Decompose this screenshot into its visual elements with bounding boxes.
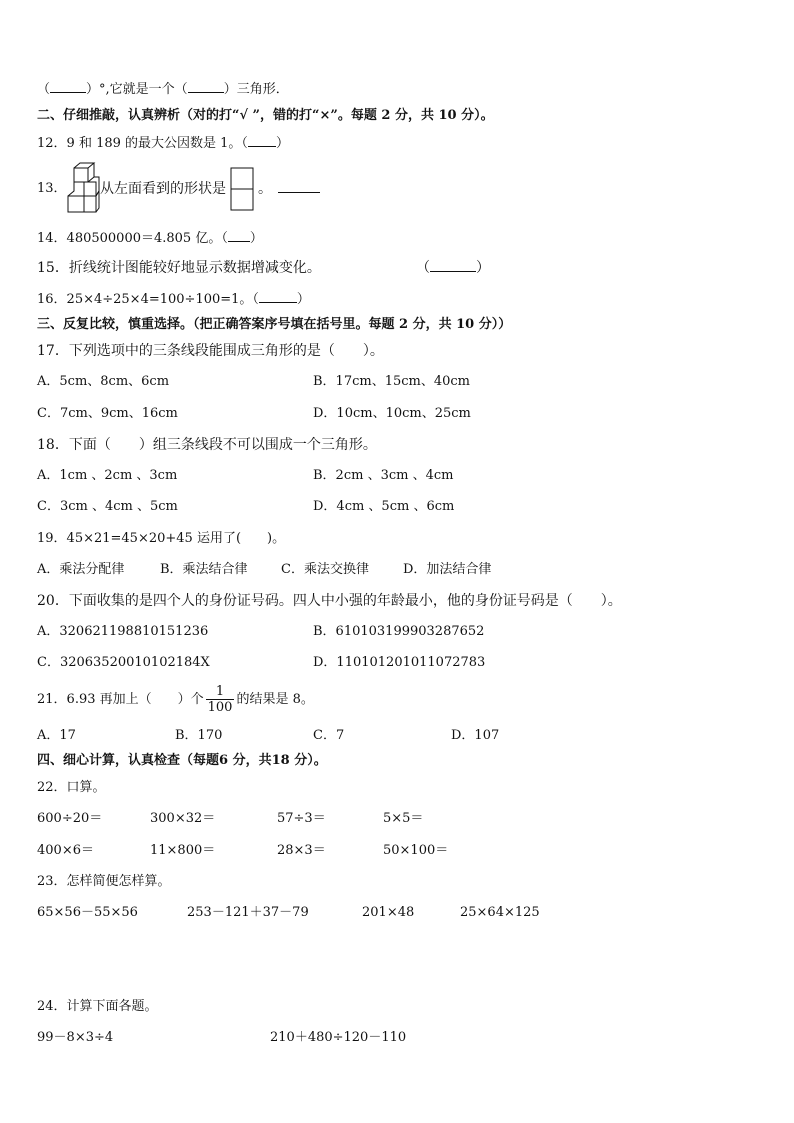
question-13: 13． — [37, 181, 67, 196]
question-24-stem: 24．计算下面各题。 — [37, 999, 158, 1014]
left-view-figure — [230, 167, 254, 215]
option-a[interactable]: A．320621198810151236 — [37, 624, 209, 639]
cubes-figure — [66, 162, 100, 218]
section-2-heading: 二、仔细推敲，认真辨析（对的打“√ ”，错的打“×”。每题 2 分，共 10 分）。 — [37, 108, 494, 123]
option-b[interactable]: B．170 — [175, 728, 223, 743]
answer-blank[interactable] — [248, 134, 276, 147]
option-b[interactable]: B．2cm 、3cm 、4cm — [313, 468, 454, 483]
answer-blank[interactable] — [430, 259, 476, 272]
option-a[interactable]: A．1cm 、2cm 、3cm — [37, 468, 178, 483]
option-c[interactable]: C．乘法交换律 — [281, 562, 369, 577]
oral-calc-item: 57÷3＝ — [277, 811, 326, 826]
fraction: $\frac{1}{100}$ — [207, 684, 233, 715]
option-d[interactable]: D．107 — [451, 728, 500, 743]
question-19-stem: 19．45×21=45×20+45 运用了( )。 — [37, 531, 286, 546]
section-3-heading: 三、反复比较，慎重选择。（把正确答案序号填在括号里。每题 2 分，共 10 分）） — [37, 317, 512, 332]
option-c[interactable]: C．7 — [313, 728, 345, 743]
simplify-item: 25×64×125 — [460, 905, 540, 920]
option-a[interactable]: A．17 — [37, 728, 76, 743]
oral-calc-item: 400×6＝ — [37, 843, 94, 858]
option-c[interactable]: C．3cm 、4cm 、5cm — [37, 499, 178, 514]
question-18-stem: 18．下面（ ）组三条线段不可以围成一个三角形。 — [37, 437, 377, 453]
option-b[interactable]: B．610103199903287652 — [313, 624, 485, 639]
option-c[interactable]: C．32063520010102184X — [37, 655, 210, 670]
option-d[interactable]: D．110101201011072783 — [313, 655, 486, 670]
simplify-item: 201×48 — [362, 905, 415, 920]
question-17-stem: 17．下列选项中的三条线段能围成三角形的是（ ）。 — [37, 343, 384, 359]
oral-calc-item: 11×800＝ — [150, 843, 216, 858]
oral-calc-item: 28×3＝ — [277, 843, 326, 858]
answer-blank[interactable] — [50, 80, 86, 93]
calc-item: 99－8×3÷4 — [37, 1030, 114, 1045]
question-21-stem: 21．6.93 再加上（ ）个 $\frac{1}{100}$ 的结果是 8。 — [37, 684, 314, 715]
question-12: 12．9 和 189 的最大公因数是 1。（ ） — [37, 136, 289, 151]
oral-calc-item: 50×100＝ — [383, 843, 449, 858]
option-d[interactable]: D．10cm、10cm、25cm — [313, 406, 471, 421]
option-b[interactable]: B．17cm、15cm、40cm — [313, 374, 471, 389]
left-view-rect-icon — [230, 167, 254, 211]
question-20-stem: 20．下面收集的是四个人的身份证号码。四人中小强的年龄最小，他的身份证号码是（ ）。 — [37, 593, 622, 609]
answer-blank[interactable] — [188, 80, 224, 93]
calc-item: 210＋480÷120－110 — [270, 1030, 407, 1045]
question-15-answer: （ ） — [416, 260, 490, 276]
q11-tail: （ ）°,它就是一个（ ）三角形． — [37, 82, 289, 97]
stacked-cubes-icon — [66, 162, 100, 214]
simplify-item: 253－121＋37－79 — [187, 905, 309, 920]
oral-calc-item: 600÷20＝ — [37, 811, 103, 826]
question-22-stem: 22．口算。 — [37, 780, 106, 795]
section-4-heading: 四、细心计算，认真检查（每题6 分，共18 分）。 — [37, 753, 327, 768]
question-13-tail: 。 — [258, 180, 320, 198]
option-d[interactable]: D．4cm 、5cm 、6cm — [313, 499, 455, 514]
question-14: 14．480500000＝4.805 亿。（ ） — [37, 231, 263, 246]
option-b[interactable]: B．乘法结合律 — [160, 562, 248, 577]
option-a[interactable]: A．5cm、8cm、6cm — [37, 374, 170, 389]
simplify-item: 65×56－55×56 — [37, 905, 138, 920]
option-d[interactable]: D．加法结合律 — [403, 562, 492, 577]
option-c[interactable]: C．7cm、9cm、16cm — [37, 406, 178, 421]
question-23-stem: 23．怎样简便怎样算。 — [37, 874, 171, 889]
answer-blank[interactable] — [278, 180, 320, 193]
question-15: 15．折线统计图能较好地显示数据增减变化。 — [37, 260, 321, 276]
oral-calc-item: 5×5＝ — [383, 811, 424, 826]
answer-blank[interactable] — [228, 229, 250, 242]
answer-blank[interactable] — [259, 290, 297, 303]
question-13-text: 从左面看到的形状是 — [100, 181, 226, 197]
question-16: 16．25×4÷25×4=100÷100=1。（ ） — [37, 292, 310, 307]
oral-calc-item: 300×32＝ — [150, 811, 216, 826]
option-a[interactable]: A．乘法分配律 — [37, 562, 125, 577]
